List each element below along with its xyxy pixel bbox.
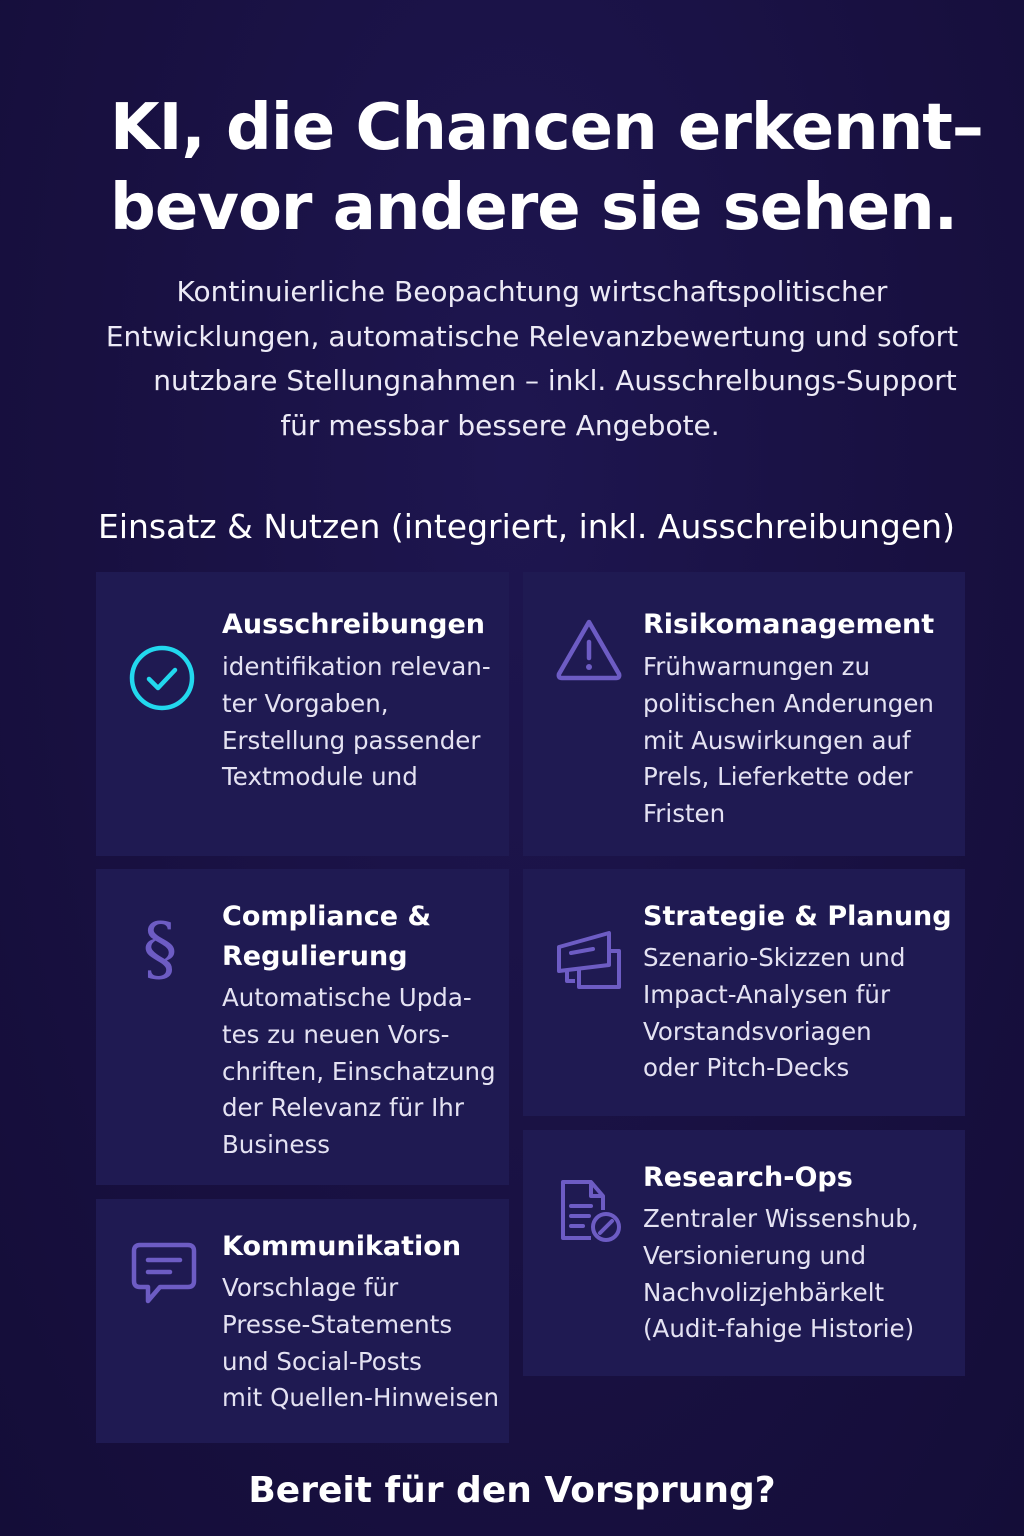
hero-subtitle-line-3: nutzbare Stellungnahmen – inkl. Ausschrelbungs-Support — [153, 364, 957, 397]
card-body-line: Presse-Statements — [222, 1309, 453, 1339]
card-title: Ausschreibungen — [222, 609, 485, 640]
card-body-line: Fristen — [643, 799, 726, 829]
card-body-line: Textmodule und — [222, 762, 418, 792]
card-body-line: mit Auswirkungen auf — [643, 725, 911, 755]
card-body — [222, 980, 496, 1164]
card-body-line: der Relevanz für Ihr — [222, 1093, 464, 1123]
card-title-line: Compliance & — [222, 901, 432, 932]
card-compliance — [96, 869, 509, 1185]
hero-subtitle-line-1: Kontinuierliche Beopachtung wirtschaftspolitischer — [176, 275, 888, 308]
card-body-line: Automatische Upda- — [222, 983, 472, 1012]
card-title: Research-Ops — [643, 1162, 853, 1193]
card-research-ops — [523, 1130, 965, 1376]
card-body-line: Business — [222, 1130, 331, 1160]
hero-title-line-1: KI, die Chancen erkennt– — [110, 91, 983, 165]
card-ausschreibungen — [96, 572, 509, 856]
hero-subtitle-line-4: für messbar bessere Angebote. — [280, 408, 720, 442]
card-body — [222, 649, 491, 796]
card-body-line: mit Quellen-Hinweisen — [222, 1383, 500, 1413]
card-body-line: Prels, Lieferkette oder — [643, 762, 913, 792]
presentation-board-icon — [553, 925, 625, 997]
check-circle-icon — [126, 642, 198, 714]
card-body-line: Zentraler Wissenshub, — [643, 1204, 919, 1233]
card-body — [222, 1270, 499, 1417]
card-body-line: und Social-Posts — [222, 1346, 422, 1376]
card-body-line: Erstellung passender — [222, 725, 481, 755]
card-title: Strategie & Planung — [643, 901, 952, 932]
card-body — [643, 649, 934, 833]
hero-title — [110, 88, 983, 248]
hero-title-line-2: bevor andere sie sehen. — [110, 171, 958, 245]
card-body-line: Versionierung und — [643, 1240, 867, 1270]
section-title: Einsatz & Nutzen (integriert, inkl. Ausschreibungen) — [98, 507, 955, 546]
card-body-line: identifikation relevan- — [222, 652, 491, 681]
card-body-line: Impact-Analysen für — [643, 979, 891, 1009]
card-body-line: (Audit-fahige Historie) — [643, 1314, 915, 1344]
card-body — [643, 1201, 919, 1348]
hero-subtitle-line-2: Entwicklungen, automatische Relevanzbewertung und sofort — [105, 319, 959, 353]
card-kommunikation — [96, 1199, 509, 1443]
card-body-line: oder Pitch-Decks — [643, 1053, 850, 1083]
document-check-icon — [553, 1174, 625, 1246]
warning-triangle-icon — [553, 614, 625, 686]
card-body — [643, 940, 905, 1087]
card-body-line: politischen Anderungen — [643, 688, 934, 718]
svg-text:§: § — [142, 911, 178, 983]
card-title-line: Regulierung — [222, 941, 408, 972]
card-body-line: Frühwarnungen zu — [643, 652, 871, 681]
hero-subtitle — [90, 270, 974, 448]
chat-bubble-icon — [126, 1237, 198, 1309]
card-risikomanagement — [523, 572, 965, 856]
card-title: Kommunikation — [222, 1231, 462, 1262]
card-body-line: Vorstandsvoriagen — [643, 1016, 872, 1046]
card-body-line: Vorschlage für — [222, 1273, 399, 1302]
card-strategie — [523, 869, 965, 1116]
paragraph-section-icon — [124, 911, 196, 983]
card-body-line: chriften, Einschatzung — [222, 1056, 496, 1086]
card-body-line: Szenario-Skizzen und — [643, 943, 906, 972]
card-title — [222, 897, 431, 977]
card-body-line: tes zu neuen Vors- — [222, 1019, 450, 1049]
cta-heading: Bereit für den Vorsprung? — [248, 1470, 776, 1511]
card-title: Risikomanagement — [643, 609, 935, 640]
card-body-line: ter Vorgaben, — [222, 688, 389, 718]
card-body-line: Nachvolizjehbärkelt — [643, 1277, 885, 1307]
